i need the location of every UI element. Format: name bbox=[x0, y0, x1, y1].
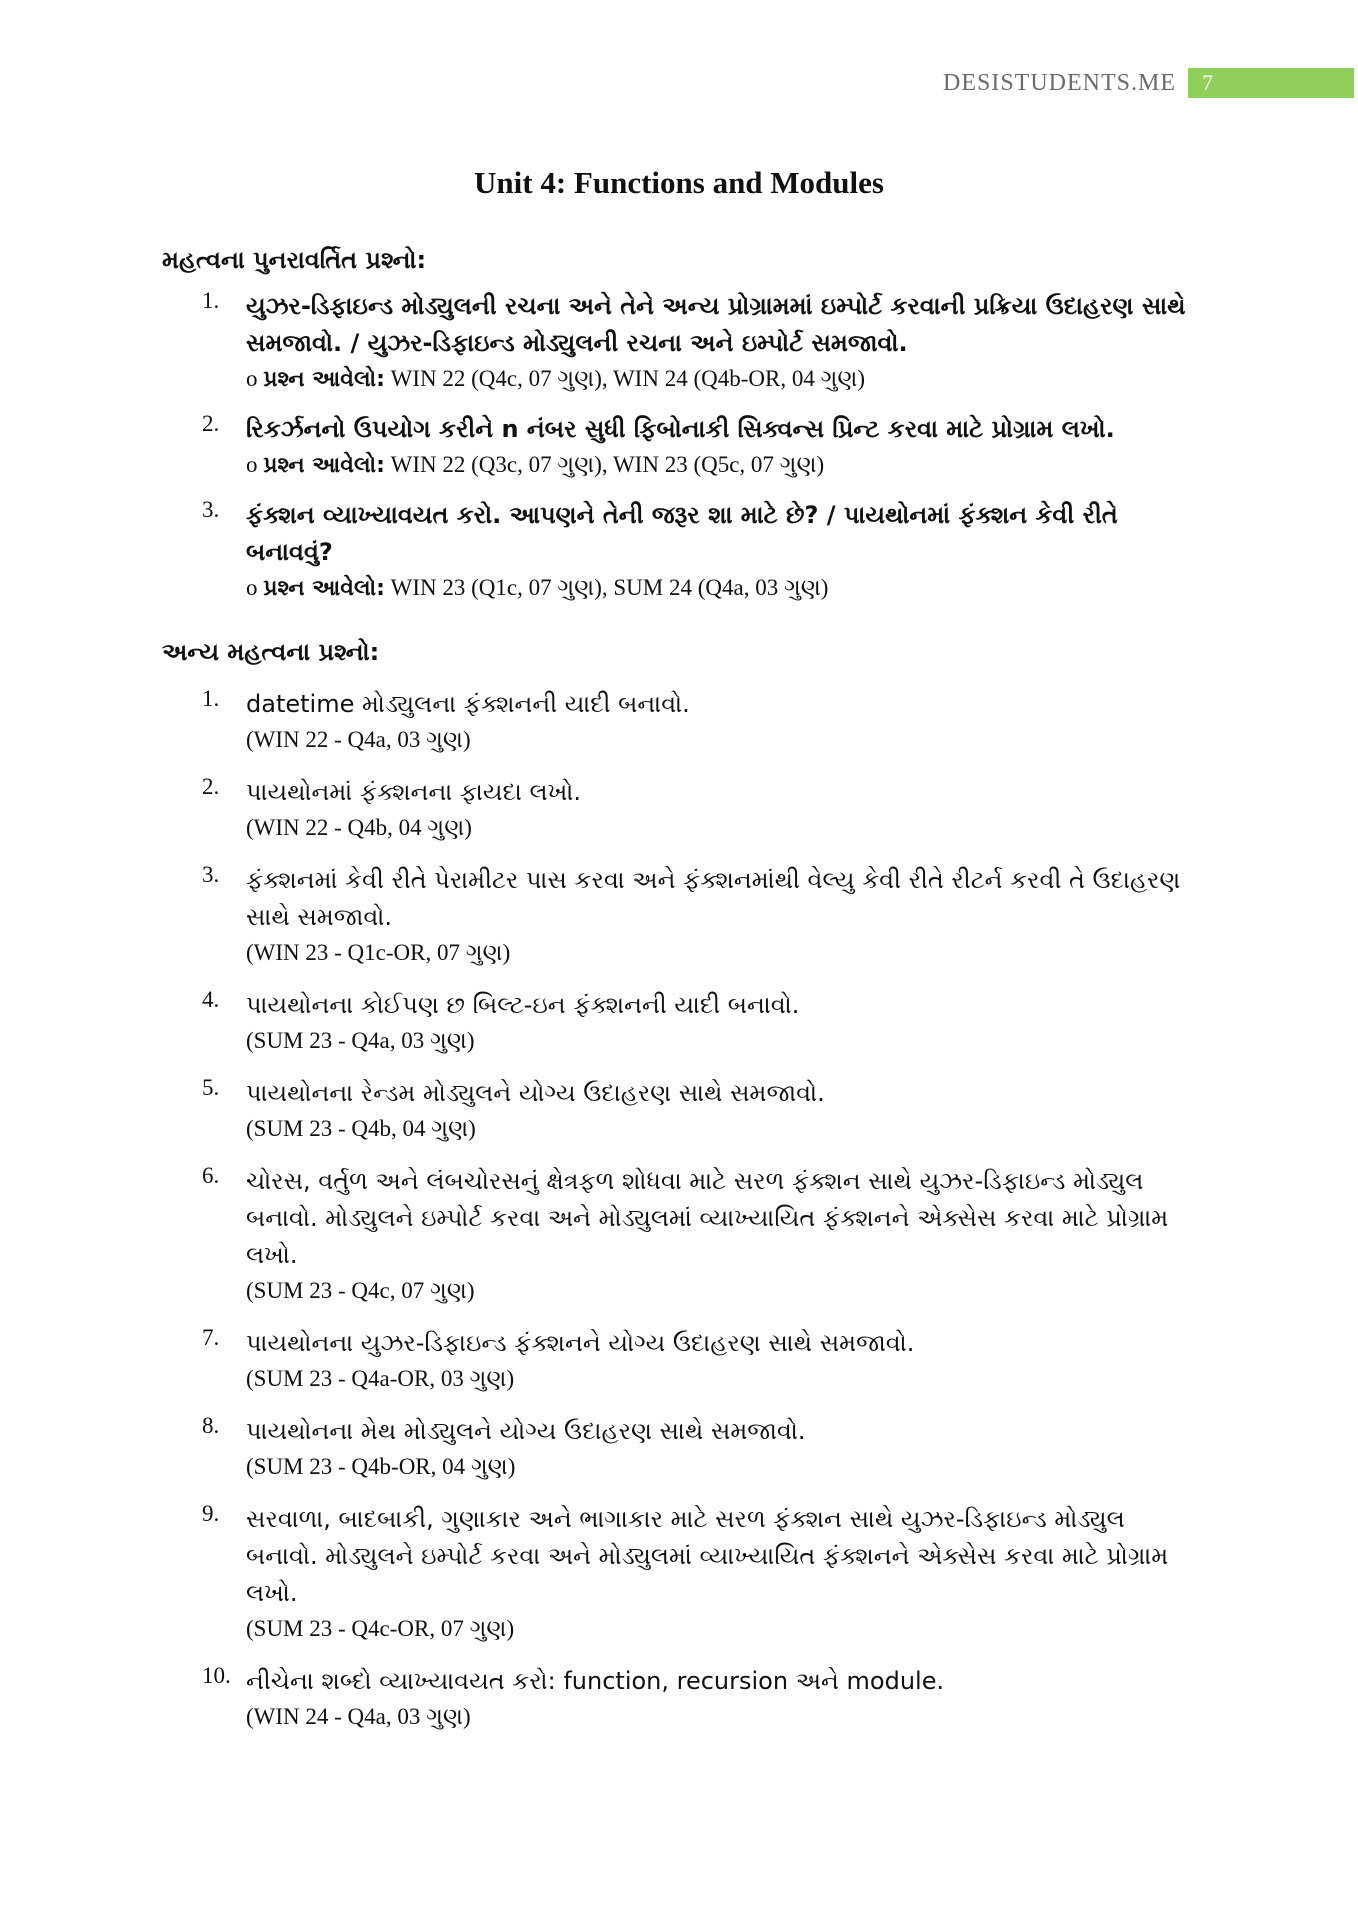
asked-bullet: o bbox=[246, 575, 258, 600]
exam-reference: (SUM 23 - Q4b-OR, 04 ગુણ) bbox=[246, 1454, 516, 1479]
exam-reference: (SUM 23 - Q4c, 07 ગુણ) bbox=[246, 1278, 475, 1303]
list-item bbox=[162, 497, 1202, 606]
question-number: 3. bbox=[202, 497, 220, 522]
list-item bbox=[162, 411, 1202, 483]
question-number: 6. bbox=[202, 1163, 220, 1188]
question-text: પાયથોનના કોઈપણ છ બિલ્ટ-ઇન ફંક્શનની યાદી બનાવો. bbox=[246, 991, 800, 1019]
asked-text: WIN 23 (Q1c, 07 ગુણ), SUM 24 (Q4a, 03 ગુણ) bbox=[390, 575, 829, 600]
question-number: 10. bbox=[202, 1663, 231, 1688]
question-text: રિકર્ઝનનો ઉપયોગ કરીને n નંબર સુધી ફિબોનાકી સિક્વન્સ પ્રિન્ટ કરવા માટે પ્રોગ્રામ લખો. bbox=[246, 415, 1115, 443]
question-number: 8. bbox=[202, 1413, 220, 1438]
list-item bbox=[162, 862, 1202, 970]
question-text: ફંક્શનમાં કેવી રીતે પેરામીટર પાસ કરવા અને ફંક્શનમાંથી વેલ્યુ કેવી રીતે રીટર્ન કરવી તે ઉદાહરણ સાથે સમજાવો. bbox=[246, 866, 1181, 931]
list-item bbox=[162, 1075, 1202, 1146]
repeated-questions-section bbox=[162, 288, 1202, 620]
list-item bbox=[162, 1663, 1202, 1734]
list-item bbox=[162, 1501, 1202, 1646]
exam-reference: (SUM 23 - Q4b, 04 ગુણ) bbox=[246, 1116, 476, 1141]
exam-reference: (SUM 23 - Q4a, 03 ગુણ) bbox=[246, 1028, 475, 1053]
list-item bbox=[162, 987, 1202, 1058]
asked-bullet: o bbox=[246, 452, 258, 477]
question-text: ફંક્શન વ્યાખ્યાવયત કરો. આપણને તેની જરૂર શા માટે છે? / પાયથોનમાં ફંક્શન કેવી રીતે બનાવવું? bbox=[246, 501, 1118, 566]
other-questions-list bbox=[162, 686, 1202, 1734]
question-number: 7. bbox=[202, 1325, 220, 1350]
question-number: 2. bbox=[202, 411, 220, 436]
question-text: પાયથોનમાં ફંક્શનના ફાયદા લખો. bbox=[246, 778, 581, 806]
section-heading-repeated: મહત્વના પુનરાવર્તિત પ્રશ્નો: bbox=[162, 246, 427, 274]
question-text: પાયથોનના મેથ મોડ્યુલને યોગ્ય ઉદાહરણ સાથે સમજાવો. bbox=[246, 1417, 806, 1445]
list-item bbox=[162, 1325, 1202, 1396]
asked-line bbox=[246, 571, 1202, 606]
exam-reference: (WIN 23 - Q1c-OR, 07 ગુણ) bbox=[246, 940, 511, 965]
repeated-questions-list bbox=[162, 288, 1202, 606]
section-heading-other: અન્ય મહત્વના પ્રશ્નો: bbox=[162, 638, 380, 666]
question-text: datetime મોડ્યુલના ફંક્શનની યાદી બનાવો. bbox=[246, 690, 690, 718]
header-site-name: DESISTUDENTS.ME bbox=[942, 70, 1176, 96]
question-number: 2. bbox=[202, 774, 220, 799]
question-text: પાયથોનના રેન્ડમ મોડ્યુલને યોગ્ય ઉદાહરણ સાથે સમજાવો. bbox=[246, 1079, 825, 1107]
question-number: 1. bbox=[202, 686, 220, 711]
question-text: પાયથોનના યુઝર-ડિફાઇન્ડ ફંક્શનને યોગ્ય ઉદાહરણ સાથે સમજાવો. bbox=[246, 1329, 915, 1357]
list-item bbox=[162, 288, 1202, 397]
list-item bbox=[162, 686, 1202, 757]
question-text: સરવાળા, બાદબાકી, ગુણાકાર અને ભાગાકાર માટે સરળ ફંક્શન સાથે યુઝર-ડિફાઇન્ડ મોડ્યુલ બનાવો. મોડ્યુલને ઇમ્પોર્ટ કરવા અને મોડ્યુલમાં વ્યાખ્યાયિત ફંક્શનને એક્સેસ કરવા માટે પ્રોગ્રામ લખો. bbox=[246, 1505, 1169, 1607]
question-text: ચોરસ, વર્તુળ અને લંબચોરસનું ક્ષેત્રફળ શોધવા માટે સરળ ફંક્શન સાથે યુઝર-ડિફાઇન્ડ મોડ્યુલ બનાવો. મોડ્યુલને ઇમ્પોર્ટ કરવા અને મોડ્યુલમાં વ્યાખ્યાયિત ફંક્શનને એક્સેસ કરવા માટે પ્રોગ્રામ લખો. bbox=[246, 1167, 1169, 1269]
page-title: Unit 4: Functions and Modules bbox=[474, 165, 884, 200]
asked-label: પ્રશ્ન આવેલો: bbox=[263, 453, 385, 478]
question-number: 4. bbox=[202, 987, 220, 1012]
list-item bbox=[162, 1413, 1202, 1484]
asked-text: WIN 22 (Q3c, 07 ગુણ), WIN 23 (Q5c, 07 ગુણ) bbox=[390, 452, 825, 477]
asked-label: પ્રશ્ન આવેલો: bbox=[263, 576, 385, 601]
question-number: 3. bbox=[202, 862, 220, 887]
exam-reference: (WIN 24 - Q4a, 03 ગુણ) bbox=[246, 1704, 471, 1729]
question-number: 1. bbox=[202, 288, 220, 313]
other-questions-section bbox=[162, 686, 1202, 1751]
exam-reference: (SUM 23 - Q4c-OR, 07 ગુણ) bbox=[246, 1616, 515, 1641]
asked-text: WIN 22 (Q4c, 07 ગુણ), WIN 24 (Q4b-OR, 04 ગુણ) bbox=[390, 366, 866, 391]
list-item bbox=[162, 774, 1202, 845]
asked-line bbox=[246, 362, 1202, 397]
question-text: નીચેના શબ્દો વ્યાખ્યાવયત કરો: function, recursion અને module. bbox=[246, 1667, 945, 1695]
asked-label: પ્રશ્ન આવેલો: bbox=[263, 367, 385, 392]
question-text: યુઝર-ડિફાઇન્ડ મોડ્યુલની રચના અને તેને અન્ય પ્રોગ્રામમાં ઇમ્પોર્ટ કરવાની પ્રક્રિયા ઉદાહરણ સાથે સમજાવો. / યુઝર-ડિફાઇન્ડ મોડ્યુલની રચના અને ઇમ્પોર્ટ સમજાવો. bbox=[246, 292, 1186, 357]
exam-reference: (SUM 23 - Q4a-OR, 03 ગુણ) bbox=[246, 1366, 515, 1391]
asked-line bbox=[246, 448, 1202, 483]
exam-reference: (WIN 22 - Q4b, 04 ગુણ) bbox=[246, 815, 472, 840]
question-number: 5. bbox=[202, 1075, 220, 1100]
asked-bullet: o bbox=[246, 366, 258, 391]
list-item bbox=[162, 1163, 1202, 1308]
question-number: 9. bbox=[202, 1501, 220, 1526]
page-number-badge: 7 bbox=[1188, 68, 1354, 98]
exam-reference: (WIN 22 - Q4a, 03 ગુણ) bbox=[246, 727, 471, 752]
